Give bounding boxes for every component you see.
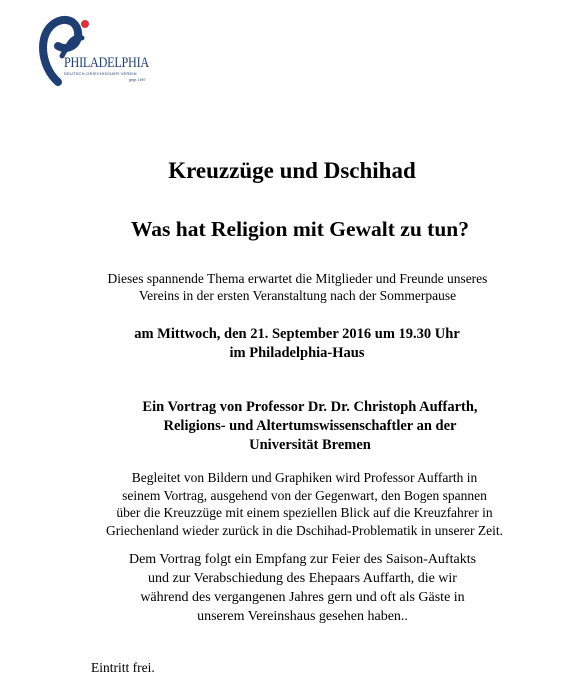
description-line: Griechenland wieder zurück in die Dschihad-Problematik in unserer Zeit. — [106, 522, 503, 538]
reception-line: und zur Verabschiedung des Ehepaars Auffarth, die wir — [148, 571, 457, 586]
description-line: Begleitet von Bildern und Graphiken wird Professor Auffarth in — [131, 470, 478, 485]
description-line: seinem Vortrag, ausgehend von der Gegenwart, den Bogen spannen — [122, 487, 487, 503]
location-line: im Philadelphia-Haus — [229, 345, 365, 361]
description-paragraph — [92, 469, 517, 539]
reception-line: Dem Vortrag folgt ein Empfang zur Feier des Saison-Auftakts — [128, 552, 477, 567]
description-line: über die Kreuzzüge mit einem speziellen Blick auf die Kreuzfahrer in — [116, 505, 493, 520]
admission-note: Eintritt frei. — [91, 660, 155, 675]
date-line: am Mittwoch, den 21. September 2016 um 19.30 Uhr — [134, 326, 460, 342]
reception-line: unserem Vereinshaus gesehen haben.. — [197, 609, 408, 624]
lecture-line: Ein Vortrag von Professor Dr. Dr. Christoph Auffarth, — [142, 399, 478, 415]
intro-line: Dieses spannende Thema erwartet die Mitglieder und Freunde unseres — [107, 271, 488, 286]
logo-year: gegr. 1997 — [129, 78, 146, 82]
reception-line: während des vergangenen Jahres gern und oft als Gäste in — [140, 590, 465, 605]
logo-wordmark: PHILADELPHIA — [64, 55, 149, 71]
intro-paragraph — [85, 270, 510, 304]
reception-paragraph — [90, 550, 515, 626]
event-date — [102, 325, 492, 363]
lecture-line: Religions- und Altertumswissenschaftler an der — [163, 418, 457, 434]
document-subtitle: Was hat Religion mit Gewalt zu tun? — [130, 217, 470, 241]
logo-red-dot — [81, 20, 89, 28]
document-title: Kreuzzüge und Dschihad — [168, 158, 416, 183]
lecture-info — [110, 398, 510, 455]
lecture-line: Universität Bremen — [249, 437, 371, 453]
logo-tagline: DEUTSCH-GRIECHISCHER VEREIN — [64, 71, 137, 76]
philadelphia-logo-mark — [32, 10, 172, 92]
intro-line: Vereins in der ersten Veranstaltung nach der Sommerpause — [138, 288, 457, 303]
